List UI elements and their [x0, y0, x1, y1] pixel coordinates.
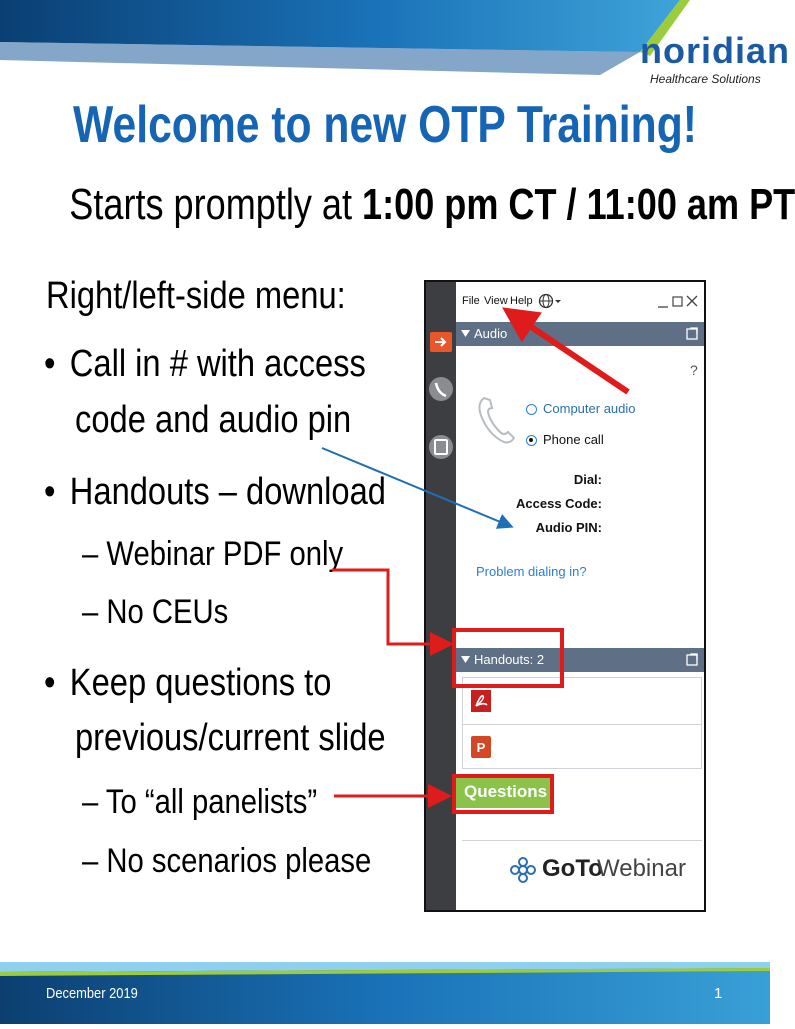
bullet-call-in-line2: code and audio pin — [75, 399, 352, 441]
menu-help[interactable]: Help — [510, 295, 533, 307]
option-computer-audio: Computer audio — [543, 401, 636, 416]
menu-file[interactable]: File — [462, 295, 480, 307]
logo-tagline: Healthcare Solutions — [650, 72, 761, 86]
audio-pin-pointer-arrow — [322, 448, 510, 526]
brand-goto: GoTo — [542, 855, 603, 882]
subtitle-prefix: Starts promptly at — [69, 180, 363, 229]
subtitle-time: 1:00 pm CT / 11:00 am PT — [362, 180, 795, 229]
sub-no-scenarios: – No scenarios please — [82, 842, 372, 880]
audio-header-label: Audio — [474, 326, 508, 341]
footer-date: December 2019 — [46, 985, 138, 1002]
sub-no-ceus: – No CEUs — [82, 593, 229, 631]
dial-label: Dial: — [573, 472, 602, 487]
problem-dialing-link[interactable]: Problem dialing in? — [476, 564, 587, 579]
bullet-handouts: • Handouts – download — [44, 471, 386, 513]
handouts-header-label: Handouts: 2 — [474, 652, 545, 667]
sub-all-panelists: – To “all panelists” — [82, 783, 318, 821]
menu-heading: Right/left-side menu: — [46, 275, 346, 317]
menubar-pointer-arrow — [512, 314, 628, 392]
handouts-connector-arrow — [332, 570, 448, 644]
bullet-questions-line2: previous/current slide — [75, 717, 386, 759]
logo-wordmark: noridian — [640, 30, 790, 71]
access-code-label: Access Code: — [516, 496, 602, 511]
svg-text:P: P — [476, 740, 486, 755]
bullet-call-in: • Call in # with access — [44, 343, 366, 385]
option-phone-call: Phone call — [543, 432, 604, 447]
slide-title: Welcome to new OTP Training! — [73, 96, 697, 154]
questions-highlight-box — [454, 776, 552, 812]
brand-webinar: Webinar — [597, 855, 686, 882]
page-number: 1 — [714, 985, 723, 1002]
help-mark[interactable]: ? — [690, 362, 698, 378]
sub-webinar-pdf: – Webinar PDF only — [82, 535, 344, 573]
bullet-questions: • Keep questions to — [44, 662, 332, 704]
handouts-highlight-box — [454, 630, 562, 686]
audio-pin-label: Audio PIN: — [535, 520, 602, 535]
bullet-questions-line1: Keep questions to — [69, 662, 332, 704]
questions-label: Questions — [464, 782, 548, 801]
menu-view[interactable]: View — [484, 295, 508, 307]
bullet-handouts-text: Handouts – download — [69, 471, 386, 513]
bullet-call-in-line1: Call in # with access — [69, 343, 366, 385]
